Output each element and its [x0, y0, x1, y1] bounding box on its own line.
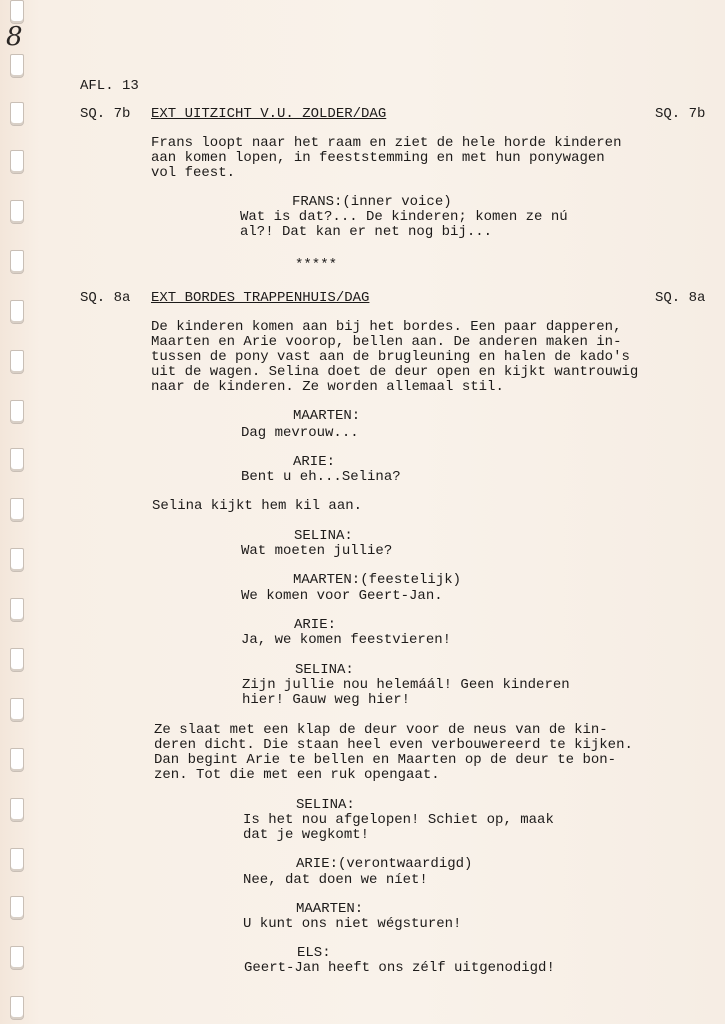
binder-hole	[10, 400, 24, 424]
dialogue-line: Ja, we komen feestvieren!	[241, 632, 452, 648]
dialogue-line: dat je wegkomt!	[243, 827, 370, 843]
character-cue: MAARTEN:	[293, 408, 361, 424]
character-cue: SELINA:	[296, 797, 355, 813]
action-line: tussen de pony vast aan de brugleuning en halen de kado's	[151, 349, 630, 365]
episode-label: AFL. 13	[80, 78, 139, 94]
binder-hole	[10, 350, 24, 374]
binder-hole	[10, 996, 24, 1020]
scene-number-right: SQ. 7b	[655, 106, 706, 122]
binder-hole	[10, 698, 24, 722]
binder-hole	[10, 448, 24, 472]
scene-heading: EXT BORDES TRAPPENHUIS/DAG	[151, 290, 370, 306]
dialogue-line: Nee, dat doen we níet!	[243, 872, 428, 888]
binder-hole	[10, 150, 24, 174]
action-line: vol feest.	[151, 165, 236, 181]
action-line: Selina kijkt hem kil aan.	[152, 498, 363, 514]
dialogue-line: hier! Gauw weg hier!	[242, 692, 411, 708]
binder-hole	[10, 648, 24, 672]
binder-hole	[10, 896, 24, 920]
action-line: aan komen lopen, in feeststemming en met hun ponywagen	[151, 150, 605, 166]
page-number: 8	[6, 22, 23, 52]
dialogue-line: Zijn jullie nou helemáál! Geen kinderen	[242, 677, 570, 693]
dialogue-line: Geert-Jan heeft ons zélf uitgenodigd!	[244, 960, 555, 976]
dialogue-line: Bent u eh...Selina?	[241, 469, 401, 485]
binder-hole	[10, 498, 24, 522]
scene-number-left: SQ. 7b	[80, 106, 131, 122]
character-cue: ARIE:	[294, 617, 337, 633]
dialogue-line: We komen voor Geert-Jan.	[241, 588, 443, 604]
binder-hole	[10, 102, 24, 126]
binder-hole	[10, 848, 24, 872]
action-line: Ze slaat met een klap de deur voor de neus van de kin-	[154, 722, 608, 738]
character-cue: MAARTEN:(feestelijk)	[293, 572, 462, 588]
scene-number-left: SQ. 8a	[80, 290, 131, 306]
binder-hole	[10, 748, 24, 772]
action-line: deren dicht. Die staan heel even verbouwereerd te kijken.	[154, 737, 633, 753]
action-line: De kinderen komen aan bij het bordes. Een paar dapperen,	[151, 319, 622, 335]
character-cue: SELINA:	[295, 662, 354, 678]
binder-hole	[10, 54, 24, 78]
action-line: uit de wagen. Selina doet de deur open en kijkt wantrouwig	[151, 364, 639, 380]
action-line: zen. Tot die met een ruk opengaat.	[154, 767, 440, 783]
character-cue: ARIE:(verontwaardigd)	[296, 856, 473, 872]
action-line: Dan begint Arie te bellen en Maarten op de deur te bon-	[154, 752, 617, 768]
character-cue: SELINA:	[294, 528, 353, 544]
binder-holes	[10, 0, 30, 1024]
binder-hole	[10, 798, 24, 822]
binder-hole	[10, 598, 24, 622]
dialogue-line: Is het nou afgelopen! Schiet op, maak	[243, 812, 554, 828]
binder-hole	[10, 548, 24, 572]
binder-hole	[10, 300, 24, 324]
scene-heading: EXT UITZICHT V.U. ZOLDER/DAG	[151, 106, 387, 122]
character-cue: MAARTEN:	[296, 901, 364, 917]
action-line: Maarten en Arie voorop, bellen aan. De anderen maken in-	[151, 334, 622, 350]
character-cue: FRANS:(inner voice)	[292, 194, 452, 210]
dialogue-line: al?! Dat kan er net nog bij...	[240, 224, 493, 240]
dialogue-line: U kunt ons niet wégsturen!	[243, 916, 462, 932]
dialogue-line: Wat moeten jullie?	[241, 543, 393, 559]
scene-number-right: SQ. 8a	[655, 290, 706, 306]
binder-hole	[10, 946, 24, 970]
character-cue: ELS:	[297, 945, 331, 961]
action-line: naar de kinderen. Ze worden allemaal stil.	[151, 379, 504, 395]
character-cue: ARIE:	[293, 454, 336, 470]
dialogue-line: Dag mevrouw...	[241, 425, 359, 441]
binder-hole	[10, 200, 24, 224]
binder-hole	[10, 0, 24, 24]
action-line: Frans loopt naar het raam en ziet de hele horde kinderen	[151, 135, 622, 151]
scene-separator: *****	[295, 257, 338, 273]
binder-hole	[10, 250, 24, 274]
dialogue-line: Wat is dat?... De kinderen; komen ze nú	[240, 209, 568, 225]
